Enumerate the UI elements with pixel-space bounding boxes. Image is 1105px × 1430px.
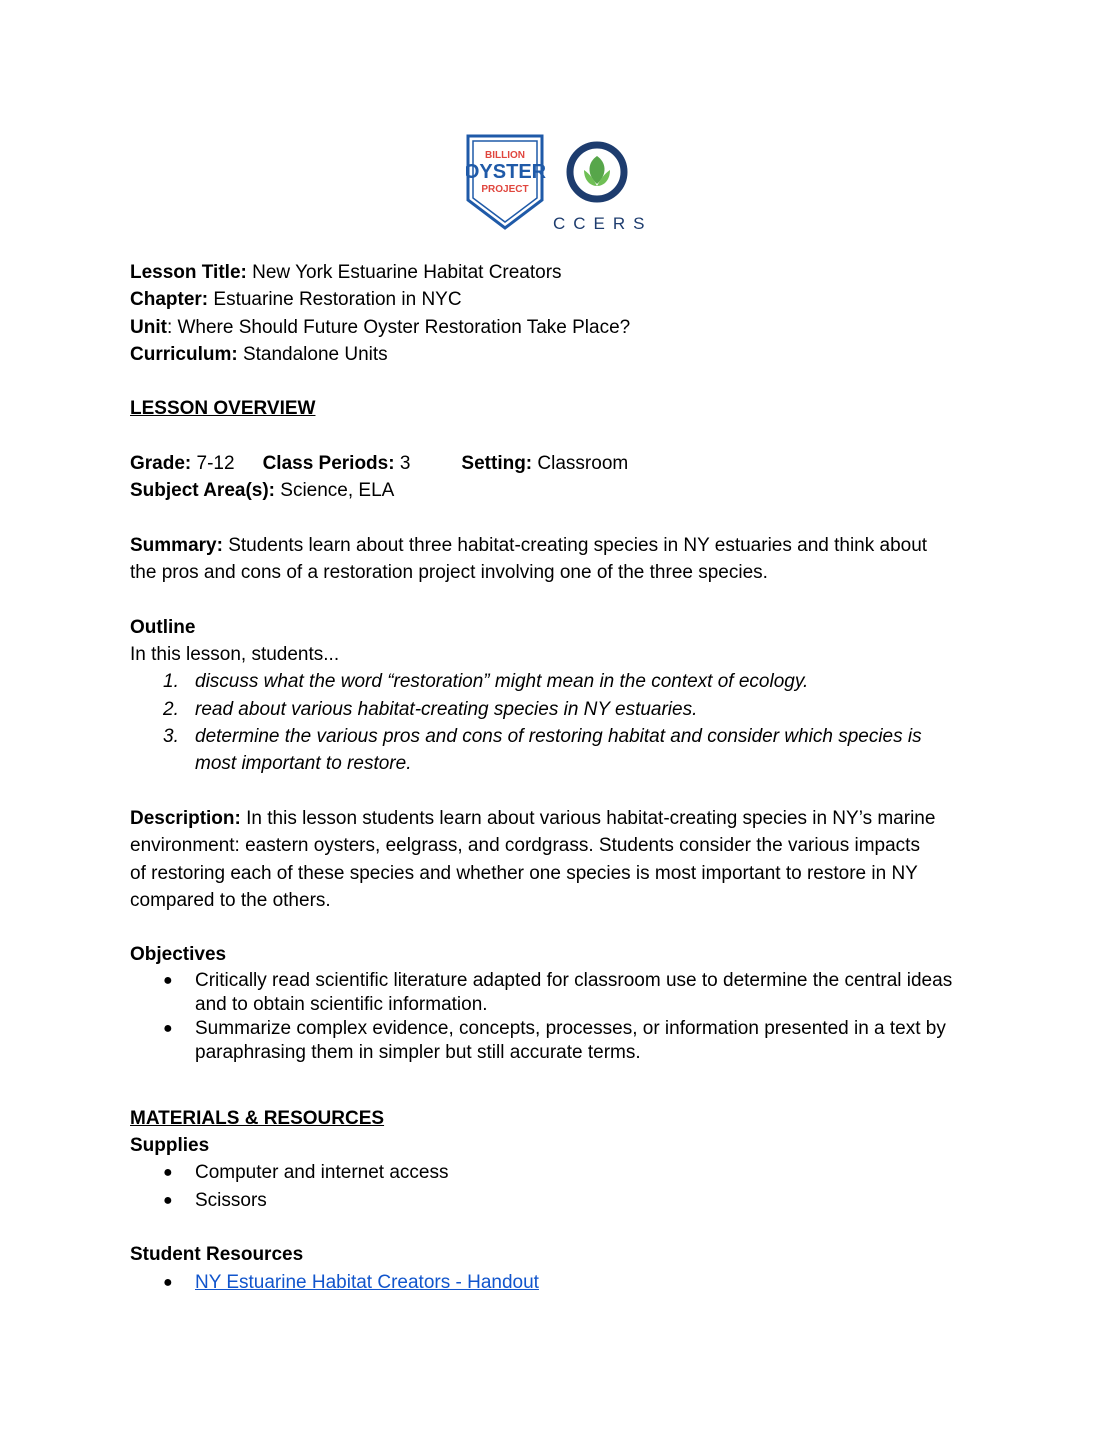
outline-intro: In this lesson, students... — [130, 644, 340, 666]
supplies-list — [130, 1159, 1010, 1214]
lesson-title-value: New York Estuarine Habitat Creators — [246, 262, 562, 283]
description-label: Description: — [130, 807, 241, 829]
setting-label: Setting: — [461, 453, 533, 475]
chapter-line — [130, 286, 1010, 313]
unit-value: : Where Should Future Oyster Restoration Take Place? — [166, 316, 631, 338]
bop-logo-line2: OYSTER — [466, 161, 547, 183]
grade-label: Grade: — [130, 453, 192, 475]
list-item — [130, 723, 1010, 778]
summary-label: Summary: — [130, 534, 223, 556]
lesson-overview-heading: LESSON OVERVIEW — [130, 398, 316, 420]
bop-logo-line1: BILLION — [485, 150, 525, 161]
list-number: 3. — [163, 726, 179, 748]
curriculum-label: Curriculum: — [130, 343, 238, 365]
list-item — [130, 1269, 1010, 1296]
subject-area-value: Science, ELA — [275, 480, 395, 502]
subject-area-line — [130, 477, 1010, 504]
lesson-document — [130, 259, 1010, 1296]
curriculum-value: Standalone Units — [237, 343, 388, 365]
lesson-title-label: Lesson Title: — [130, 262, 247, 283]
setting-value: Classroom — [532, 453, 629, 475]
list-item — [130, 1187, 1010, 1214]
summary-text-1: Students learn about three habitat-creating species in NY estuaries and think about — [222, 534, 928, 556]
objectives-list — [130, 969, 1010, 1065]
objective-1-line-2: and to obtain scientific information. — [195, 993, 488, 1015]
handout-link[interactable]: NY Estuarine Habitat Creators - Handout — [195, 1271, 539, 1293]
list-number: 1. — [163, 671, 179, 693]
bullet-icon: ● — [163, 1164, 173, 1182]
summary-text-2: the pros and cons of a restoration project involving one of the three species. — [130, 562, 768, 584]
objectives-heading: Objectives — [130, 944, 227, 966]
unit-line — [130, 314, 1010, 341]
outline-list — [130, 668, 1010, 777]
bullet-icon: ● — [163, 971, 173, 989]
list-number: 2. — [163, 698, 179, 720]
description-text-1: In this lesson students learn about various habitat-creating species in NY’s marine — [240, 807, 936, 829]
description-text-4: compared to the others. — [130, 889, 331, 911]
materials-resources-heading: MATERIALS & RESOURCES — [130, 1107, 385, 1129]
description-line-1 — [130, 805, 1010, 832]
supply-item: Computer and internet access — [195, 1162, 449, 1184]
student-resources-heading: Student Resources — [130, 1244, 304, 1266]
outline-item-1: discuss what the word “restoration” might mean in the context of ecology. — [195, 671, 809, 693]
description-text-2: environment: eastern oysters, eelgrass, and cordgrass. Students consider the various impacts — [130, 835, 920, 857]
chapter-label: Chapter: — [130, 289, 209, 311]
bullet-icon: ● — [163, 1273, 173, 1291]
bullet-icon: ● — [163, 1191, 173, 1209]
student-resources-list — [130, 1269, 1010, 1296]
objective-1-line-1: Critically read scientific literature adapted for classroom use to determine the central ideas — [195, 969, 953, 991]
objective-2-line-2: paraphrasing them in simpler but still accurate terms. — [195, 1041, 641, 1063]
bullet-icon: ● — [163, 1019, 173, 1037]
class-periods-value: 3 — [394, 453, 411, 475]
outline-item-3-line-1: determine the various pros and cons of restoring habitat and consider which species is — [195, 726, 922, 748]
unit-label: Unit — [130, 316, 167, 338]
supply-item: Scissors — [195, 1189, 267, 1211]
description-text-3: of restoring each of these species and whether one species is most important to restore in NY — [130, 862, 918, 884]
list-item — [130, 696, 1010, 723]
list-item — [130, 1159, 1010, 1186]
list-item — [130, 668, 1010, 695]
summary-line-1 — [130, 532, 1010, 559]
ccers-logo — [566, 140, 628, 204]
bop-logo-line3: PROJECT — [481, 184, 529, 195]
grade-periods-setting-line — [130, 450, 1010, 477]
list-item — [130, 1017, 1010, 1065]
grade-value: 7-12 — [191, 453, 235, 475]
supplies-heading: Supplies — [130, 1135, 210, 1157]
lesson-title-line — [130, 259, 1010, 286]
chapter-value: Estuarine Restoration in NYC — [208, 289, 462, 311]
objective-2-line-1: Summarize complex evidence, concepts, processes, or information presented in a text by — [195, 1017, 946, 1039]
list-item — [130, 969, 1010, 1017]
outline-item-2: read about various habitat-creating species in NY estuaries. — [195, 698, 698, 720]
class-periods-label: Class Periods: — [262, 453, 395, 475]
subject-area-label: Subject Area(s): — [130, 480, 275, 502]
outline-item-3-line-2: most important to restore. — [195, 753, 412, 775]
ccers-wordmark: CCERS — [553, 214, 653, 233]
outline-heading: Outline — [130, 616, 196, 638]
curriculum-line — [130, 341, 1010, 368]
